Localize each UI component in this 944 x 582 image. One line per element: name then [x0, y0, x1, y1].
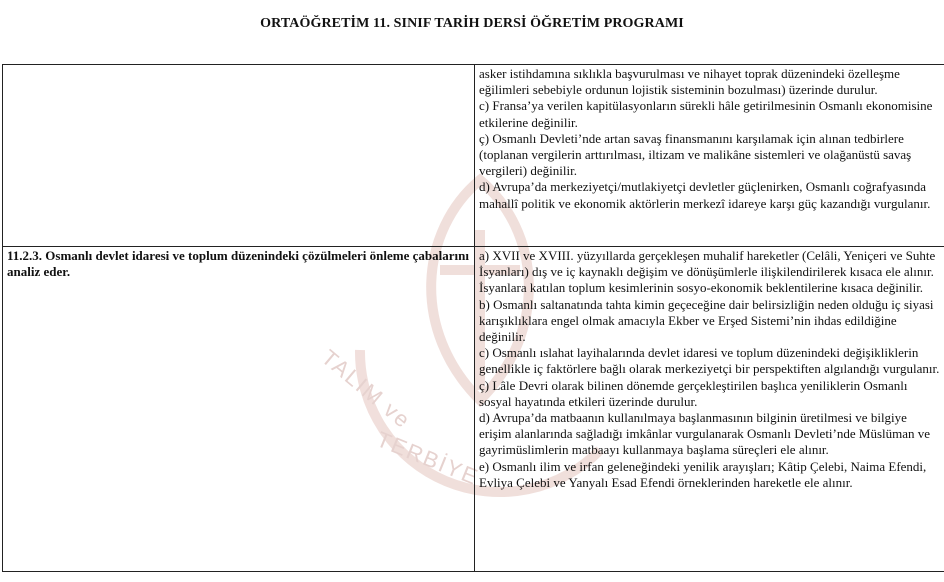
explanation-item: e) Osmanlı ilim ve irfan geleneğindeki yenilik arayışları; Kâtip Çelebi, Naima Efendi, Evliya Çelebi ve Yanyalı Esad Efendi örneklerinden hareketle ele alınır.	[479, 458, 927, 490]
explanation-item: asker istihdamına sıklıkla başvurulması ve nihayet toprak düzenindeki özelleşme eğilimleri sebebiyle ordunun lojistik sisteminin bozulması) üzerinde durulur.	[479, 66, 900, 98]
explanation-item: d) Avrupa’da merkeziyetçi/mutlakiyetçi devletler güçlenirken, Osmanlı coğrafyasında mahallî politik ve ekonomik aktörlerin merkezî idareye karşı güç kazandığı vurgulanır.	[479, 179, 931, 211]
outcome-cell	[3, 247, 475, 572]
explanation-item: b) Osmanlı saltanatında tahta kimin geçeceğine dair belirsizliğin neden olduğu iç siyasi karışıklıklara engel olmak amacıyla Ekber ve Erşed Sistemi’nin ihdas edildiğine değinilir.	[479, 296, 934, 345]
explanation-cell	[475, 65, 944, 247]
explanation-item: c) Osmanlı ıslahat layihalarında devlet idaresi ve toplum düzenindeki değişikliklerin genellikle iç faktörlere bağlı olarak merkeziyetçi bir perspektiften algılandığı vurgulanır.	[479, 345, 940, 377]
table-row	[3, 247, 944, 572]
page-title: ORTAÖĞRETİM 11. SINIF TARİH DERSİ ÖĞRETİM PROGRAMI	[260, 16, 684, 31]
explanation-item: c) Fransa’ya verilen kapitülasyonların sürekli hâle getirilmesinin Osmanlı ekonomisine etkilerine değinilir.	[479, 98, 933, 130]
svg-text:TERBİYE: TERBİYE	[373, 426, 483, 491]
explanation-item: ç) Lâle Devri olarak bilinen dönemde gerçekleştirilen başlıca yeniliklerin Osmanlı sosyal hayatında etkileri üzerinde durulur.	[479, 377, 908, 409]
svg-text:TALIM ve: TALIM ve	[316, 344, 416, 434]
outcome-text: 11.2.3. Osmanlı devlet idaresi ve toplum düzenindeki çözülmeleri önleme çabalarını analiz eder.	[7, 248, 469, 280]
table-row	[3, 65, 944, 247]
explanation-item: d) Avrupa’da matbaanın kullanılmaya başlanmasının bilginin üretilmesi ve bilgiye erişim alanlarında sağladığı imkânlar vurgulanarak Osmanlı Devleti’nde Müslüman ve gayrimüslimlerin matbaayı kullanmaya başlama süreçleri ele alınır.	[479, 410, 931, 458]
curriculum-table	[2, 64, 944, 572]
explanation-cell	[475, 247, 944, 572]
outcome-cell	[3, 65, 475, 247]
explanation-item: a) XVII ve XVIII. yüzyıllarda gerçekleşen muhalif hareketler (Celâli, Yeniçeri ve Suhte İsyanları) dış ve iç kaynaklı değişim ve dönüşümlerle ilişkilendirilerek kısaca ele alınır. İsyanlara katılan toplum kesimlerinin sosyo-ekonomik beklentilerine kısaca değinilir.	[479, 248, 936, 296]
explanation-item: ç) Osmanlı Devleti’nde artan savaş finansmanını karşılamak için alınan tedbirlere (toplanan vergilerin arttırılması, iltizam ve malikâne sistemleri ve olağanüstü savaş vergileri) değinilir.	[479, 130, 912, 179]
